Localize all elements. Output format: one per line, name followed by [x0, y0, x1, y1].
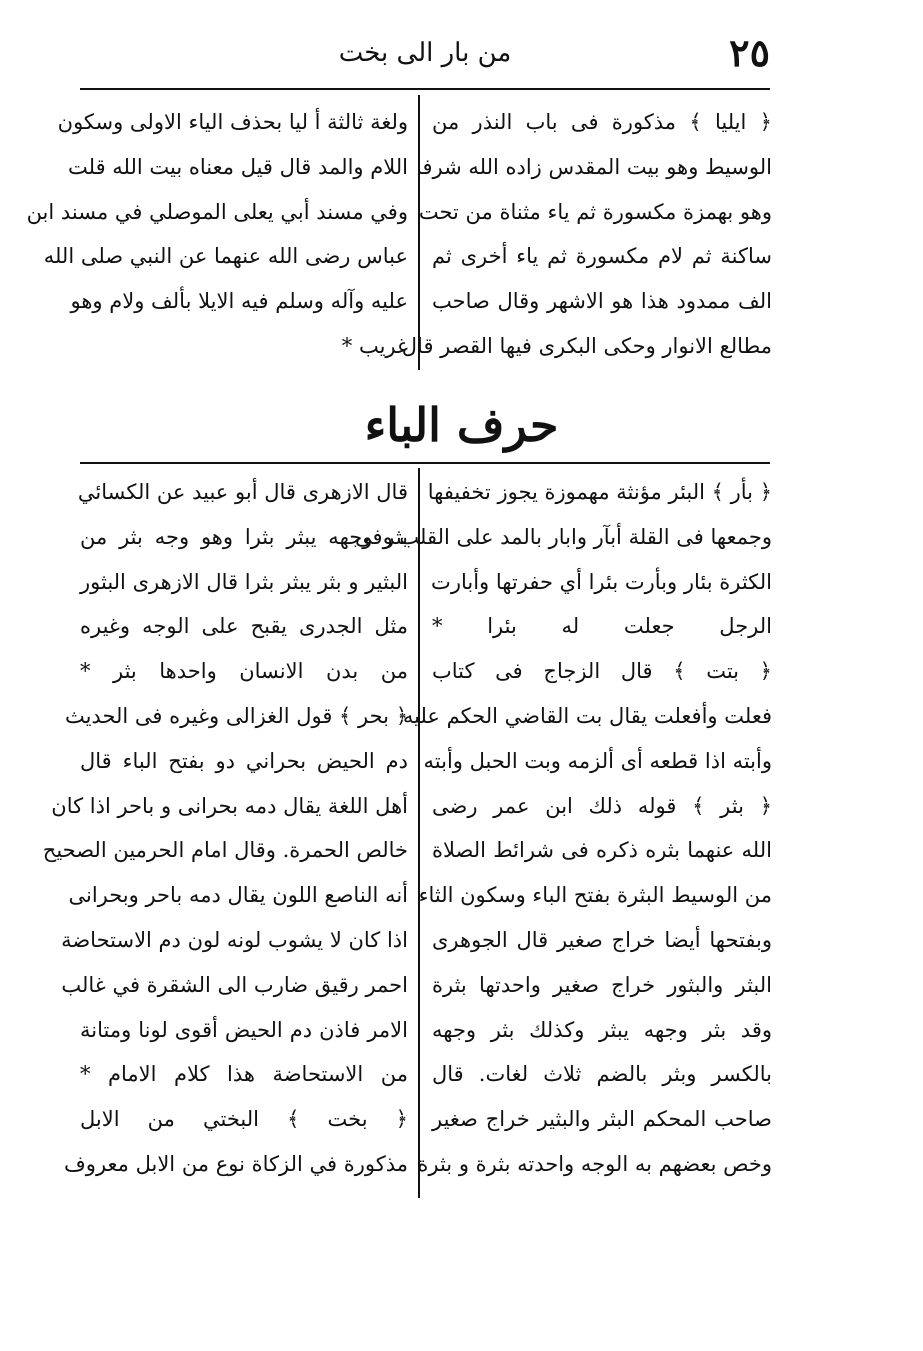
bottom-right-column — [355, 470, 772, 1195]
text-line: بالكسر وبثر بالضم ثلاث لغات. قال — [432, 1062, 772, 1087]
text-line: ﴿ ايليا ﴾ مذكورة فى باب النذر من — [432, 110, 772, 134]
text-line: وهو بهمزة مكسورة ثم ياء مثناة من تحت — [418, 199, 772, 224]
text-line: أنه الناصع اللون يقال دمه باحر وبحرانى — [68, 883, 408, 908]
text-line: دم الحيض بحراني دو بفتح الباء قال — [80, 748, 408, 773]
text-line: وأبته اذا قطعه أى ألزمه وبت الحبل وأبته — [423, 748, 772, 773]
section-heading: حرف الباء — [364, 398, 559, 452]
top-column-divider — [418, 95, 420, 370]
text-line: عليه وآله وسلم فيه الايلا بألف ولام وهو — [70, 289, 408, 314]
text-line: الف ممدود هذا هو الاشهر وقال صاحب — [432, 289, 772, 314]
page-header — [80, 30, 770, 85]
text-line: صاحب المحكم البثر والبثير خراج صغير — [432, 1107, 772, 1132]
text-line: ساكنة ثم لام مكسورة ثم ياء أخرى ثم — [432, 244, 772, 269]
text-line: ولغة ثالثة أ ليا بحذف الياء الاولى وسكون — [57, 110, 408, 134]
header-rule — [80, 88, 770, 90]
text-line: مطالع الانوار وحكى البكرى فيها القصر قال — [401, 333, 772, 358]
text-line: البثر والبثور خراج صغير واحدتها بثرة — [432, 972, 772, 997]
page-number: ٢٥ — [729, 30, 770, 75]
text-line: الرجل جعلت له بئرا * — [432, 614, 772, 639]
text-line: ﴿ بخت ﴾ البختي من الابل — [80, 1107, 408, 1132]
text-line: الامر فاذن دم الحيض أقوى لونا ومتانة — [80, 1017, 408, 1042]
text-line: عباس رضى الله عنهما عن النبي صلى الله — [43, 244, 408, 269]
text-line: اللام والمد قال قيل معناه بيت الله قلت — [68, 154, 408, 179]
bottom-left-column — [42, 470, 408, 1195]
bottom-column-divider — [418, 468, 420, 1198]
text-line: أهل اللغة يقال دمه بحرانى و باحر اذا كان — [51, 793, 408, 818]
text-line: من بدن الانسان واحدها بثر * — [80, 659, 408, 684]
text-line: ﴿ بثر ﴾ قوله ذلك ابن عمر رضى — [432, 793, 772, 818]
heading-rule — [80, 462, 770, 464]
text-line: وفي مسند أبي يعلى الموصلي في مسند ابن — [26, 199, 408, 224]
text-line: من الوسيط البثرة بفتح الباء وسكون الثاء — [418, 883, 772, 908]
top-left-column — [26, 100, 408, 372]
running-title: من بار الى بخت — [338, 38, 512, 68]
text-line: ﴿ بحر ﴾ قول الغزالى وغيره فى الحديث — [64, 703, 408, 728]
text-line: وبفتحها أيضا خراج صغير قال الجوهرى — [432, 927, 772, 952]
text-line: البثير و بثر يبثر بثرا قال الازهرى البثور — [80, 569, 408, 594]
text-line: فعلت وأفعلت يقال بت القاضي الحكم عليه — [402, 703, 772, 728]
text-line: وجمعها فى القلة أبآر وابار بالمد على القلب وفى — [355, 524, 772, 549]
text-line: بثر وجهه يبثر بثرا وهو وجه بثر من — [80, 524, 408, 549]
text-line: خالص الحمرة. وقال امام الحرمين الصحيح — [42, 838, 408, 863]
text-line: احمر رقيق ضارب الى الشقرة في غالب — [61, 972, 408, 997]
top-right-column — [401, 100, 772, 372]
text-line: الوسيط وهو بيت المقدس زاده الله شرفا — [416, 154, 772, 179]
text-line: الكثرة بئار وبأرت بئرا أي حفرتها وأبارت — [431, 569, 772, 594]
text-line: اذا كان لا يشوب لونه لون دم الاستحاضة — [61, 927, 408, 952]
text-line: مذكورة في الزكاة نوع من الابل معروف — [64, 1151, 408, 1176]
text-line: وقد بثر وجهه يبثر وكذلك بثر وجهه — [432, 1017, 772, 1042]
text-line: وخص بعضهم به الوجه واحدته بثرة و بثرة — [417, 1151, 772, 1176]
text-line: من الاستحاضة هذا كلام الامام * — [80, 1062, 408, 1087]
text-line: الله عنهما بثره ذكره فى شرائط الصلاة — [432, 838, 772, 863]
text-line: قال الازهرى قال أبو عبيد عن الكسائي — [77, 480, 408, 504]
text-line: غريب * — [341, 333, 408, 358]
text-line: ﴿ بأر ﴾ البئر مؤنثة مهموزة يجوز تخفيفها — [427, 480, 772, 504]
text-line: مثل الجدرى يقبح على الوجه وغيره — [80, 614, 408, 639]
text-line: ﴿ بتت ﴾ قال الزجاج فى كتاب — [432, 659, 772, 684]
